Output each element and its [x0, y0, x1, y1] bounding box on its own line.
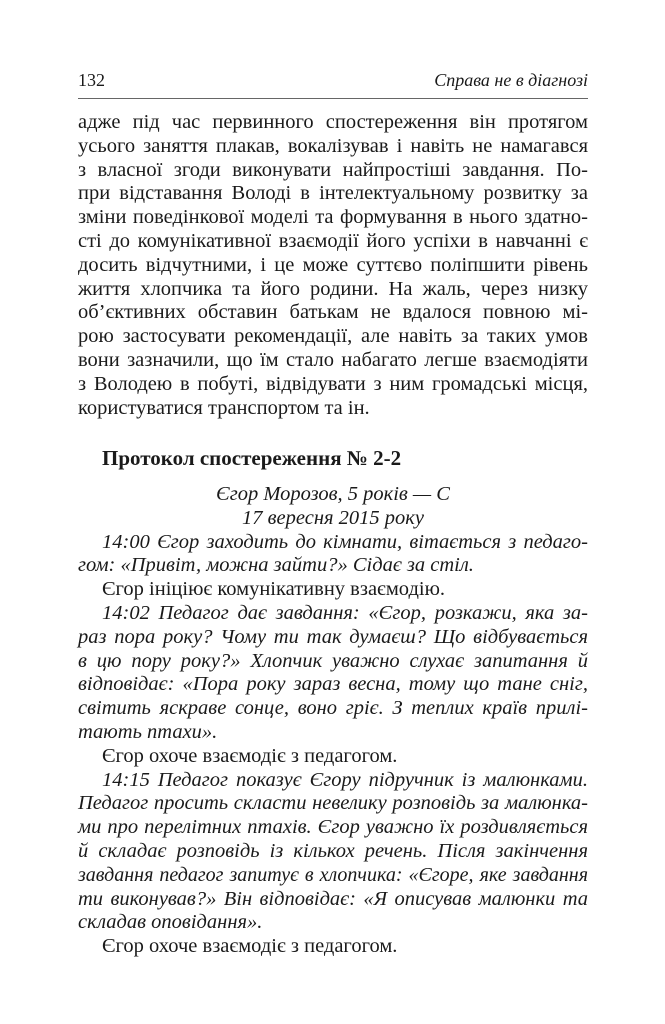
- body-paragraph: [78, 111, 588, 420]
- protocol-entry-line: гом: «Привіт, можна зайти?» Сідає за стіл.: [78, 554, 474, 577]
- text-line: при відставання Володі в інтелектуальному розвитку за: [78, 182, 588, 205]
- protocol-entry-line: 14:02 Педагог дає завдання: «Єгор, розкажи, яка за-: [102, 601, 588, 624]
- text-line: життя хлопчика та його родини. На жаль, через низку: [78, 277, 588, 300]
- protocol-entry-line: й складає розповідь із кількох речень. Після закінчення: [78, 839, 588, 862]
- protocol-subtitle: Єгор Морозов, 5 років — С: [216, 483, 450, 505]
- protocol-entry-line: завдання педагог запитує в хлопчика: «Єгоре, яке завдання: [78, 863, 588, 886]
- protocol-note: Єгор охоче взаємодіє з педагогом.: [102, 935, 398, 958]
- protocol-entry-line: ми про перелітних птахів. Єгор уважно їх роздивляється: [78, 816, 588, 839]
- protocol-note: Єгор охоче взаємодіє з педагогом.: [102, 744, 398, 767]
- protocol-entry-line: раз пора року? Чому ти так думаєш? Що відбувається: [78, 625, 588, 648]
- section-heading: Протокол спостереження № 2-2: [102, 446, 402, 470]
- protocol-entry-line: Педагог просить скласти невелику розповідь за малюнка-: [78, 792, 588, 815]
- running-title: Справа не в діагнозі: [434, 70, 588, 90]
- protocol-date: 17 вересня 2015 року: [242, 506, 424, 529]
- protocol-entry-line: складав оповідання».: [78, 911, 263, 934]
- text-line: адже під час первинного спостереження він протягом: [78, 111, 588, 133]
- text-line: рою застосувати рекомендації, але навіть за таких умов: [78, 325, 588, 348]
- protocol-note: Єгор ініціює комунікативну взаємодію.: [102, 578, 446, 601]
- protocol-entry-line: відповідає: «Пора року зараз весна, тому що тане сніг,: [78, 673, 588, 696]
- protocol-entry-line: 14:15 Педагог показує Єгору підручник із малюнками.: [102, 768, 588, 791]
- page-number: 132: [78, 70, 105, 90]
- protocol-entry-line: ти виконував?» Він відповідає: «Я описував малюнки та: [78, 887, 588, 910]
- text-line: вони зазначили, що їм стало набагато легше взаємодіяти: [78, 348, 588, 371]
- text-line: користуватися транспортом та ін.: [78, 396, 370, 419]
- text-line: об’єктивних обставин батькам не вдалося повною мі-: [78, 301, 588, 324]
- protocol-entry-line: тають птахи».: [78, 720, 218, 743]
- protocol-entry-line: світить яскраве сонце, воно гріє. З теплих країв прилі-: [78, 697, 588, 720]
- protocol-entry-line: 14:00 Єгор заходить до кімнати, вітається з педаго-: [102, 530, 588, 553]
- text-line: зміни поведінкової моделі та формування в нього здатно-: [78, 206, 588, 229]
- text-line: з Володею в побуті, відвідувати з ним громадські місця,: [78, 372, 588, 395]
- text-line: з власної згоди виконувати найпростіші завдання. По-: [78, 158, 588, 181]
- protocol-block: [78, 483, 588, 959]
- protocol-entry-line: в цю пору року?» Хлопчик уважно слухає запитання й: [78, 649, 588, 672]
- text-line: досить відчутними, і це може суттєво поліпшити рівень: [78, 253, 588, 276]
- header-rule: [78, 98, 588, 99]
- text-line: усього заняття плакав, вокалізував і навіть не намагався: [78, 134, 588, 157]
- text-line: сті до комунікативної взаємодії його успіхи в навчанні є: [78, 229, 588, 252]
- page-header: [78, 70, 588, 94]
